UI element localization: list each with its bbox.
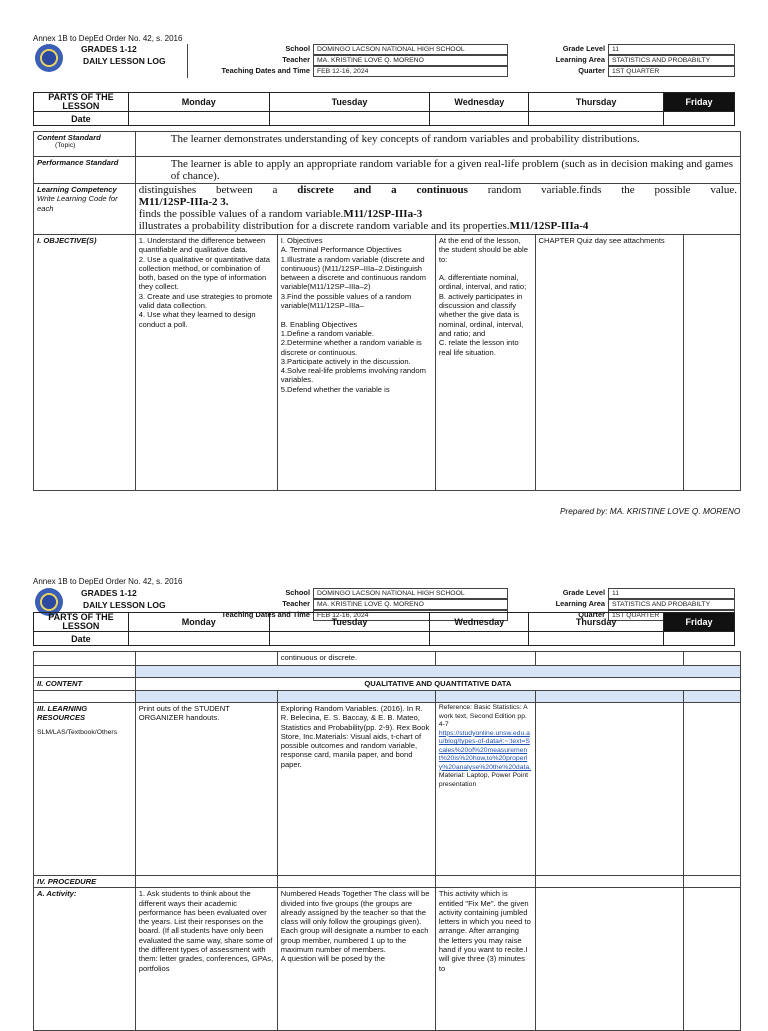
reference-link[interactable]: https://studyonline.unsw.edu.au/blog/types-of-data#:~:text=Scales%20of%20measurement%20is%20how,to%20properly%20analyse%20the%20data.	[438, 729, 532, 771]
school-label: School	[285, 588, 310, 597]
topic-label: (Topic)	[55, 142, 76, 150]
wednesday-objectives: At the end of the lesson, the student should be able to: A. differentiate nominal, ordinal, interval, and ratio; B. actively participates in discussion and classify whether the give data is nominal, ordinal, interval, and ratio; and C. relate the lesson into real life situation.	[435, 235, 535, 491]
tuesday-resources: Exploring Random Variables. (2016). In R. R. Belecina, E. S. Baccay, & E. B. Mateo, Statistics and Probability(pp. 2-9). Rex Book Store, Inc.Materials: Visual aids, t-chart of possible outcomes and random variable, response card, manila paper, and bond paper.	[277, 703, 435, 876]
wednesday-header: Wednesday	[430, 613, 529, 632]
grades-label: GRADES 1-12	[81, 44, 137, 54]
procedure-label: IV. PROCEDURE	[34, 876, 136, 888]
dates-value: FEB 12-16, 2024	[313, 66, 508, 77]
thursday-header: Thursday	[529, 613, 664, 632]
content-label: II. CONTENT	[34, 678, 136, 691]
tuesday-activity: Numbered Heads Together The class will be divided into five groups (the groups are already assigned by the teacher so that the class will only follow the groupings given). Each group will designate a number to each group member, numbered 1 up to the maximum number of members. A question will be posed by the	[277, 888, 435, 1031]
monday-objective-3: 3. Create and use strategies to promote valid data collection.	[138, 291, 273, 311]
parts-of-lesson-header: PARTS OF THE LESSON	[34, 93, 129, 112]
friday-header: Friday	[664, 93, 735, 112]
date-label: Date	[34, 112, 129, 126]
continuation-text: continuous or discrete.	[277, 652, 435, 666]
date-label: Date	[34, 632, 129, 646]
quarter-value: 1ST QUARTER	[608, 66, 735, 77]
prepared-by: Prepared by: MA. KRISTINE LOVE Q. MORENO	[560, 506, 741, 516]
days-header	[33, 92, 735, 126]
dates-label: Teaching Dates and Time	[221, 66, 310, 75]
grade-level-label: Grade Level	[562, 588, 605, 597]
page2-table	[33, 651, 741, 1031]
wednesday-header: Wednesday	[430, 93, 529, 112]
learning-code-note: Write Learning Code for each	[37, 194, 118, 213]
school-value: DOMINGO LACSON NATIONAL HIGH SCHOOL	[313, 588, 508, 599]
content-text: QUALITATIVE AND QUANTITATIVE DATA	[135, 678, 740, 691]
area-label: Learning Area	[555, 599, 605, 608]
area-label: Learning Area	[555, 55, 605, 64]
quarter-label: Quarter	[578, 610, 605, 619]
wednesday-activity: This activity which is entitled "Fix Me". the given activity containing jumbled letters in which you need to arrange. After arranging the letters you may raise hand if you want to recite.I will give three (3) minutes to	[435, 888, 535, 1031]
annex-title-page2: Annex 1B to DepEd Order No. 42, s. 2016	[33, 577, 183, 586]
page1-header	[33, 44, 735, 78]
grade-level-value: 11	[608, 44, 735, 55]
learning-competency-text: distinguishes between a discrete and a continuous random variable.finds the possible value. M11/12SP-IIIa-2 3. finds the possible values of a random variable.M11/12SP-IIIa-3 illustrates a probability distribution for a discrete random variable and its properties.M11/12SP-IIIa-4	[135, 184, 740, 235]
days-header-page2	[33, 612, 735, 646]
dates-value: FEB 12-16, 2024	[313, 610, 508, 621]
quarter-label: Quarter	[578, 66, 605, 75]
area-value: STATISTICS AND PROBABILTY	[608, 599, 735, 610]
performance-standard-text: The learner is able to apply an appropriate random variable for a given real-life problem (such as in decision making and games of chance).	[135, 157, 740, 184]
friday-header: Friday	[664, 613, 735, 632]
teacher-label: Teacher	[282, 55, 310, 64]
monday-objective-4: 4. Use what they learned to design conduct a poll.	[138, 310, 256, 329]
monday-header: Monday	[128, 93, 269, 112]
dates-label: Teaching Dates and Time	[221, 610, 310, 619]
performance-standard-label: Performance Standard	[34, 157, 136, 184]
grades-label: GRADES 1-12	[81, 588, 137, 598]
thursday-header: Thursday	[529, 93, 664, 112]
area-value: STATISTICS AND PROBABILTY	[608, 55, 735, 66]
school-label: School	[285, 44, 310, 53]
content-standard-label: Content Standard	[37, 133, 101, 142]
monday-header: Monday	[128, 613, 269, 632]
quarter-value: 1ST QUARTER	[608, 610, 735, 621]
school-value: DOMINGO LACSON NATIONAL HIGH SCHOOL	[313, 44, 508, 55]
tuesday-objectives: I. Objectives A. Terminal Performance Objectives 1.Illustrate a random variable (discrete and continuous) (M11/12SP–IIIa–2.Distinguish between a discrete and continuous random variable(M11/12SP–IIIa–2) 3.Find the possible values of a random variable(M11/12SP–IIIa– B. Enabling Objectives 1.Define a random variable. 2.Determine whether a random variable is discrete or continuous. 3.Participate actively in the discussion. 4.Solve real-life problems involving random variables. 5.Defend whether the variable is	[277, 235, 435, 491]
log-label: DAILY LESSON LOG	[83, 56, 166, 66]
teacher-value: MA. KRISTINE LOVE Q. MORENO	[313, 55, 508, 66]
grade-level-value: 11	[608, 588, 735, 599]
objectives-label: I. OBJECTIVE(S)	[34, 235, 136, 491]
activity-label: A. Activity:	[34, 888, 136, 1031]
resources-sub-label: SLM/LAS/Textbook/Others	[37, 728, 118, 736]
teacher-label: Teacher	[282, 599, 310, 608]
monday-objective-2: 2. Use a qualitative or quantitative data collection method, or combination of both, based on the type of information they collect.	[138, 254, 271, 292]
tuesday-header: Tuesday	[269, 93, 430, 112]
monday-objectives	[135, 235, 277, 491]
log-label: DAILY LESSON LOG	[83, 600, 166, 610]
parts-of-lesson-header: PARTS OF THE LESSON	[34, 613, 129, 632]
teacher-value: MA. KRISTINE LOVE Q. MORENO	[313, 599, 508, 610]
monday-activity: 1. Ask students to think about the different ways their academic performance has been evaluated over the years. List their responses on the board. (If all students have only been evaluated the same way, share some of the different types of assessment with them: letter grades, conferences, GPAs, portfolios	[135, 888, 277, 1031]
annex-title: Annex 1B to DepEd Order No. 42, s. 2016	[33, 34, 183, 43]
wednesday-reference: Reference: Basic Statistics: A work text, Second Edition pp. 4-7	[438, 704, 528, 728]
monday-resources: Print outs of the STUDENT ORGANIZER handouts.	[135, 703, 277, 876]
thursday-objectives: CHAPTER Quiz day see attachments	[535, 235, 683, 491]
grade-level-label: Grade Level	[562, 44, 605, 53]
monday-objective-1: 1. Understand the difference between quantifiable and qualitative data.	[138, 236, 266, 255]
wednesday-materials: Material: Laptop, Power Point presentation	[438, 772, 528, 788]
page1-table	[33, 131, 741, 491]
content-standard-text: The learner demonstrates understanding of key concepts of random variables and probability distributions.	[135, 132, 740, 157]
wednesday-resources	[435, 703, 535, 876]
learning-resources-label: III. LEARNING RESOURCES	[37, 704, 88, 723]
learning-competency-label: Learning Competency	[37, 185, 117, 194]
tuesday-header: Tuesday	[269, 613, 430, 632]
